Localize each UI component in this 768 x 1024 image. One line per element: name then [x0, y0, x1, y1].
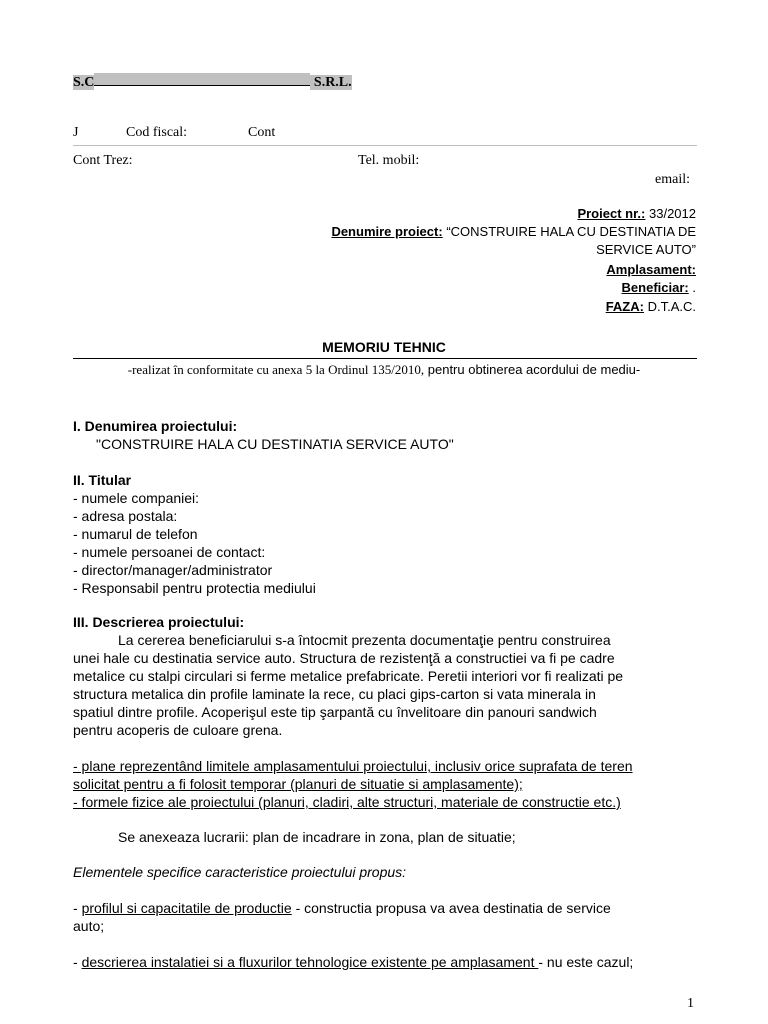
tel-mobil-label: Tel. mobil: — [358, 153, 420, 168]
cod-fiscal-label: Cod fiscal: — [126, 125, 188, 140]
description-line: pentru acoperis de culoare grena. — [73, 722, 283, 738]
titular-item: - numele persoanei de contact: — [73, 544, 266, 560]
titular-item: - numarul de telefon — [73, 526, 198, 542]
memoriu-subtitle-a: -realizat în conformitate cu anexa 5 la Ordinul 135/2010, — [127, 362, 425, 377]
profil-line: - profilul si capacitatile de productie - constructia propusa va avea destinatia de service — [73, 900, 611, 916]
proiect-nr-value: 33/2012 — [649, 206, 696, 221]
underlined-line: - formele fizice ale proiectului (planuri, cladiri, alte structuri, materiale de constructie etc.) — [73, 794, 621, 810]
faza-value: D.T.A.C. — [647, 299, 696, 314]
descriere-line: - descrierea instalatiei si a fluxurilor tehnologice existente pe amplasament - nu este cazul; — [73, 954, 634, 970]
description-line: La cererea beneficiarului s-a întocmit prezenta documentaţie pentru construirea — [118, 632, 611, 648]
header-divider — [73, 145, 697, 146]
titular-item: - numele companiei: — [73, 490, 200, 506]
anexe-line: Se anexeaza lucrarii: plan de incadrare in zona, plan de situatie; — [118, 829, 516, 845]
description-line: structura metalica din profile laminate la rece, cu placi gips-carton si vata minerala in — [73, 686, 596, 702]
profil-text-2: auto; — [73, 918, 105, 934]
description-line: metalice cu stalpi circulari si ferme metalice prefabricate. Peretii interiori vor fi realizati pe — [73, 668, 624, 684]
beneficiar-label: Beneficiar: — [621, 280, 689, 295]
memoriu-subtitle-b: pentru obtinerea acordului de mediu- — [424, 362, 641, 377]
denumire-proiect-line-2 — [596, 242, 696, 257]
title-rule — [73, 358, 697, 359]
section3-heading: III. Descrierea proiectului: — [73, 614, 245, 630]
elemente-line: Elementele specifice caracteristice proiectului propus: — [73, 864, 407, 880]
proiect-nr-label: Proiect nr.: — [577, 206, 646, 221]
memoriu-subtitle — [0, 362, 768, 378]
denumire-proiect-line — [331, 224, 696, 239]
page-number: 1 — [687, 996, 694, 1011]
section2-heading: II. Titular — [73, 472, 132, 488]
faza-line — [606, 299, 696, 314]
company-srl-label: S.R.L. — [310, 75, 351, 90]
underlined-line: - plane reprezentând limitele amplasamentului proiectului, inclusiv orice suprafata de teren — [73, 758, 633, 774]
description-line: unei hale cu destinatia service auto. Structura de rezistenţă a constructiei va fi pe cadre — [73, 650, 615, 666]
titular-item: - director/manager/administrator — [73, 562, 273, 578]
descriere-text: - nu este cazul; — [538, 954, 634, 970]
company-sc-label: S.C — [73, 75, 95, 90]
description-line: spatiul dintre profile. Acoperişul este tip şarpantă cu învelitoare din panouri sandwich — [73, 704, 597, 720]
cont-label: Cont — [248, 125, 276, 140]
j-label: J — [73, 125, 79, 140]
cont-trez-label: Cont Trez: — [73, 153, 133, 168]
email-label: email: — [655, 172, 690, 187]
section1-heading: I. Denumirea proiectului: — [73, 418, 238, 434]
profil-text-1: - constructia propusa va avea destinatia de service — [291, 900, 611, 916]
beneficiar-line — [622, 280, 696, 295]
company-line — [73, 73, 352, 91]
denumire-proiect-label: Denumire proiect: — [331, 224, 443, 239]
beneficiar-value: . — [692, 280, 696, 295]
titular-item: - adresa postala: — [73, 508, 178, 524]
underlined-line: solicitat pentru a fi folosit temporar (planuri de situatie si amplasamente); — [73, 776, 523, 792]
denumire-proiect-value-1: “CONSTRUIRE HALA CU DESTINATIA DE — [446, 224, 696, 239]
memoriu-title: MEMORIU TEHNIC — [322, 339, 446, 355]
section1-text: "CONSTRUIRE HALA CU DESTINATIA SERVICE AUTO" — [96, 436, 454, 452]
titular-item: - Responsabil pentru protectia mediului — [73, 580, 316, 596]
faza-label: FAZA: — [605, 299, 644, 314]
descriere-label: descrierea instalatiei si a fluxurilor tehnologice existente pe amplasament — [81, 954, 539, 970]
denumire-proiect-value-2: SERVICE AUTO” — [596, 242, 696, 257]
profil-label: profilul si capacitatile de productie — [81, 900, 292, 916]
company-name-blank — [94, 73, 310, 86]
amplasament-label: Amplasament: — [606, 262, 696, 277]
amplasament-line — [606, 262, 696, 277]
proiect-nr-line — [577, 206, 696, 221]
